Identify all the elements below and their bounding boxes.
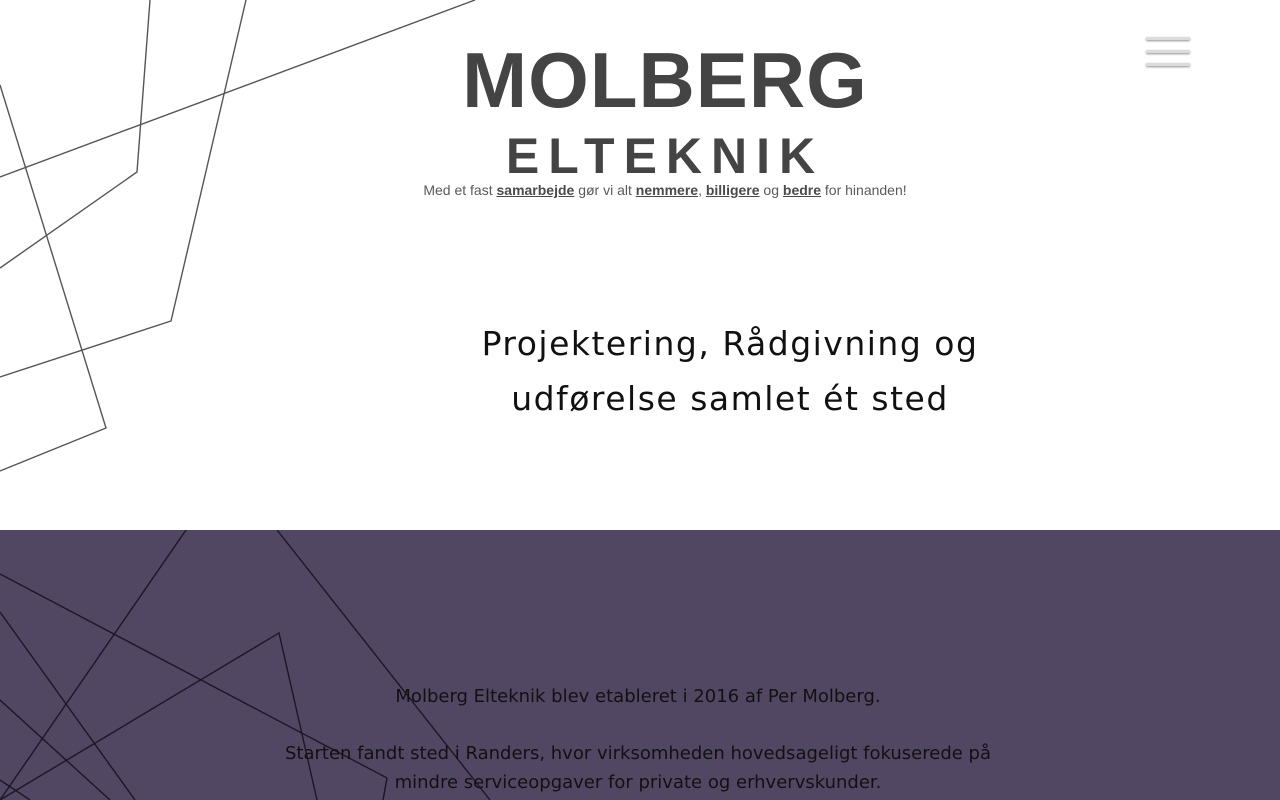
headline-line-1: Projektering, Rådgivning og — [481, 324, 979, 363]
tagline-text: for hinanden! — [821, 182, 907, 198]
hamburger-menu-icon[interactable] — [1144, 34, 1192, 70]
headline-line-2: udførelse samlet ét sted — [511, 379, 949, 418]
tagline-text: gør vi alt — [574, 182, 636, 198]
tagline-text: og — [759, 182, 783, 198]
logo-name: MOLBERG — [462, 36, 868, 124]
menu-bar — [1146, 37, 1190, 40]
menu-bar — [1146, 50, 1190, 53]
tagline — [365, 182, 965, 198]
tagline-keyword-billigere: billigere — [705, 182, 760, 198]
tagline-text: , — [698, 182, 706, 198]
company-logo[interactable] — [0, 36, 1280, 184]
tagline-keyword-nemmere: nemmere — [635, 182, 699, 198]
hero-headline — [430, 316, 1030, 426]
about-paragraph: Starten fandt sted i Randers, hvor virksomheden hovedsageligt fokuserede på mindre serviceopgaver for private og erhvervskunder. — [284, 743, 992, 793]
tagline-keyword-samarbejde: samarbejde — [496, 182, 575, 198]
menu-bar — [1146, 63, 1190, 66]
tagline-keyword-bedre: bedre — [782, 182, 822, 198]
tagline-text: Med et fast — [423, 182, 497, 198]
logo-subtitle: ELTEKNIK — [505, 128, 825, 184]
about-text — [258, 682, 1018, 800]
about-paragraph: Molberg Elteknik blev etableret i 2016 af Per Molberg. — [395, 686, 881, 707]
about-section — [0, 530, 1280, 800]
